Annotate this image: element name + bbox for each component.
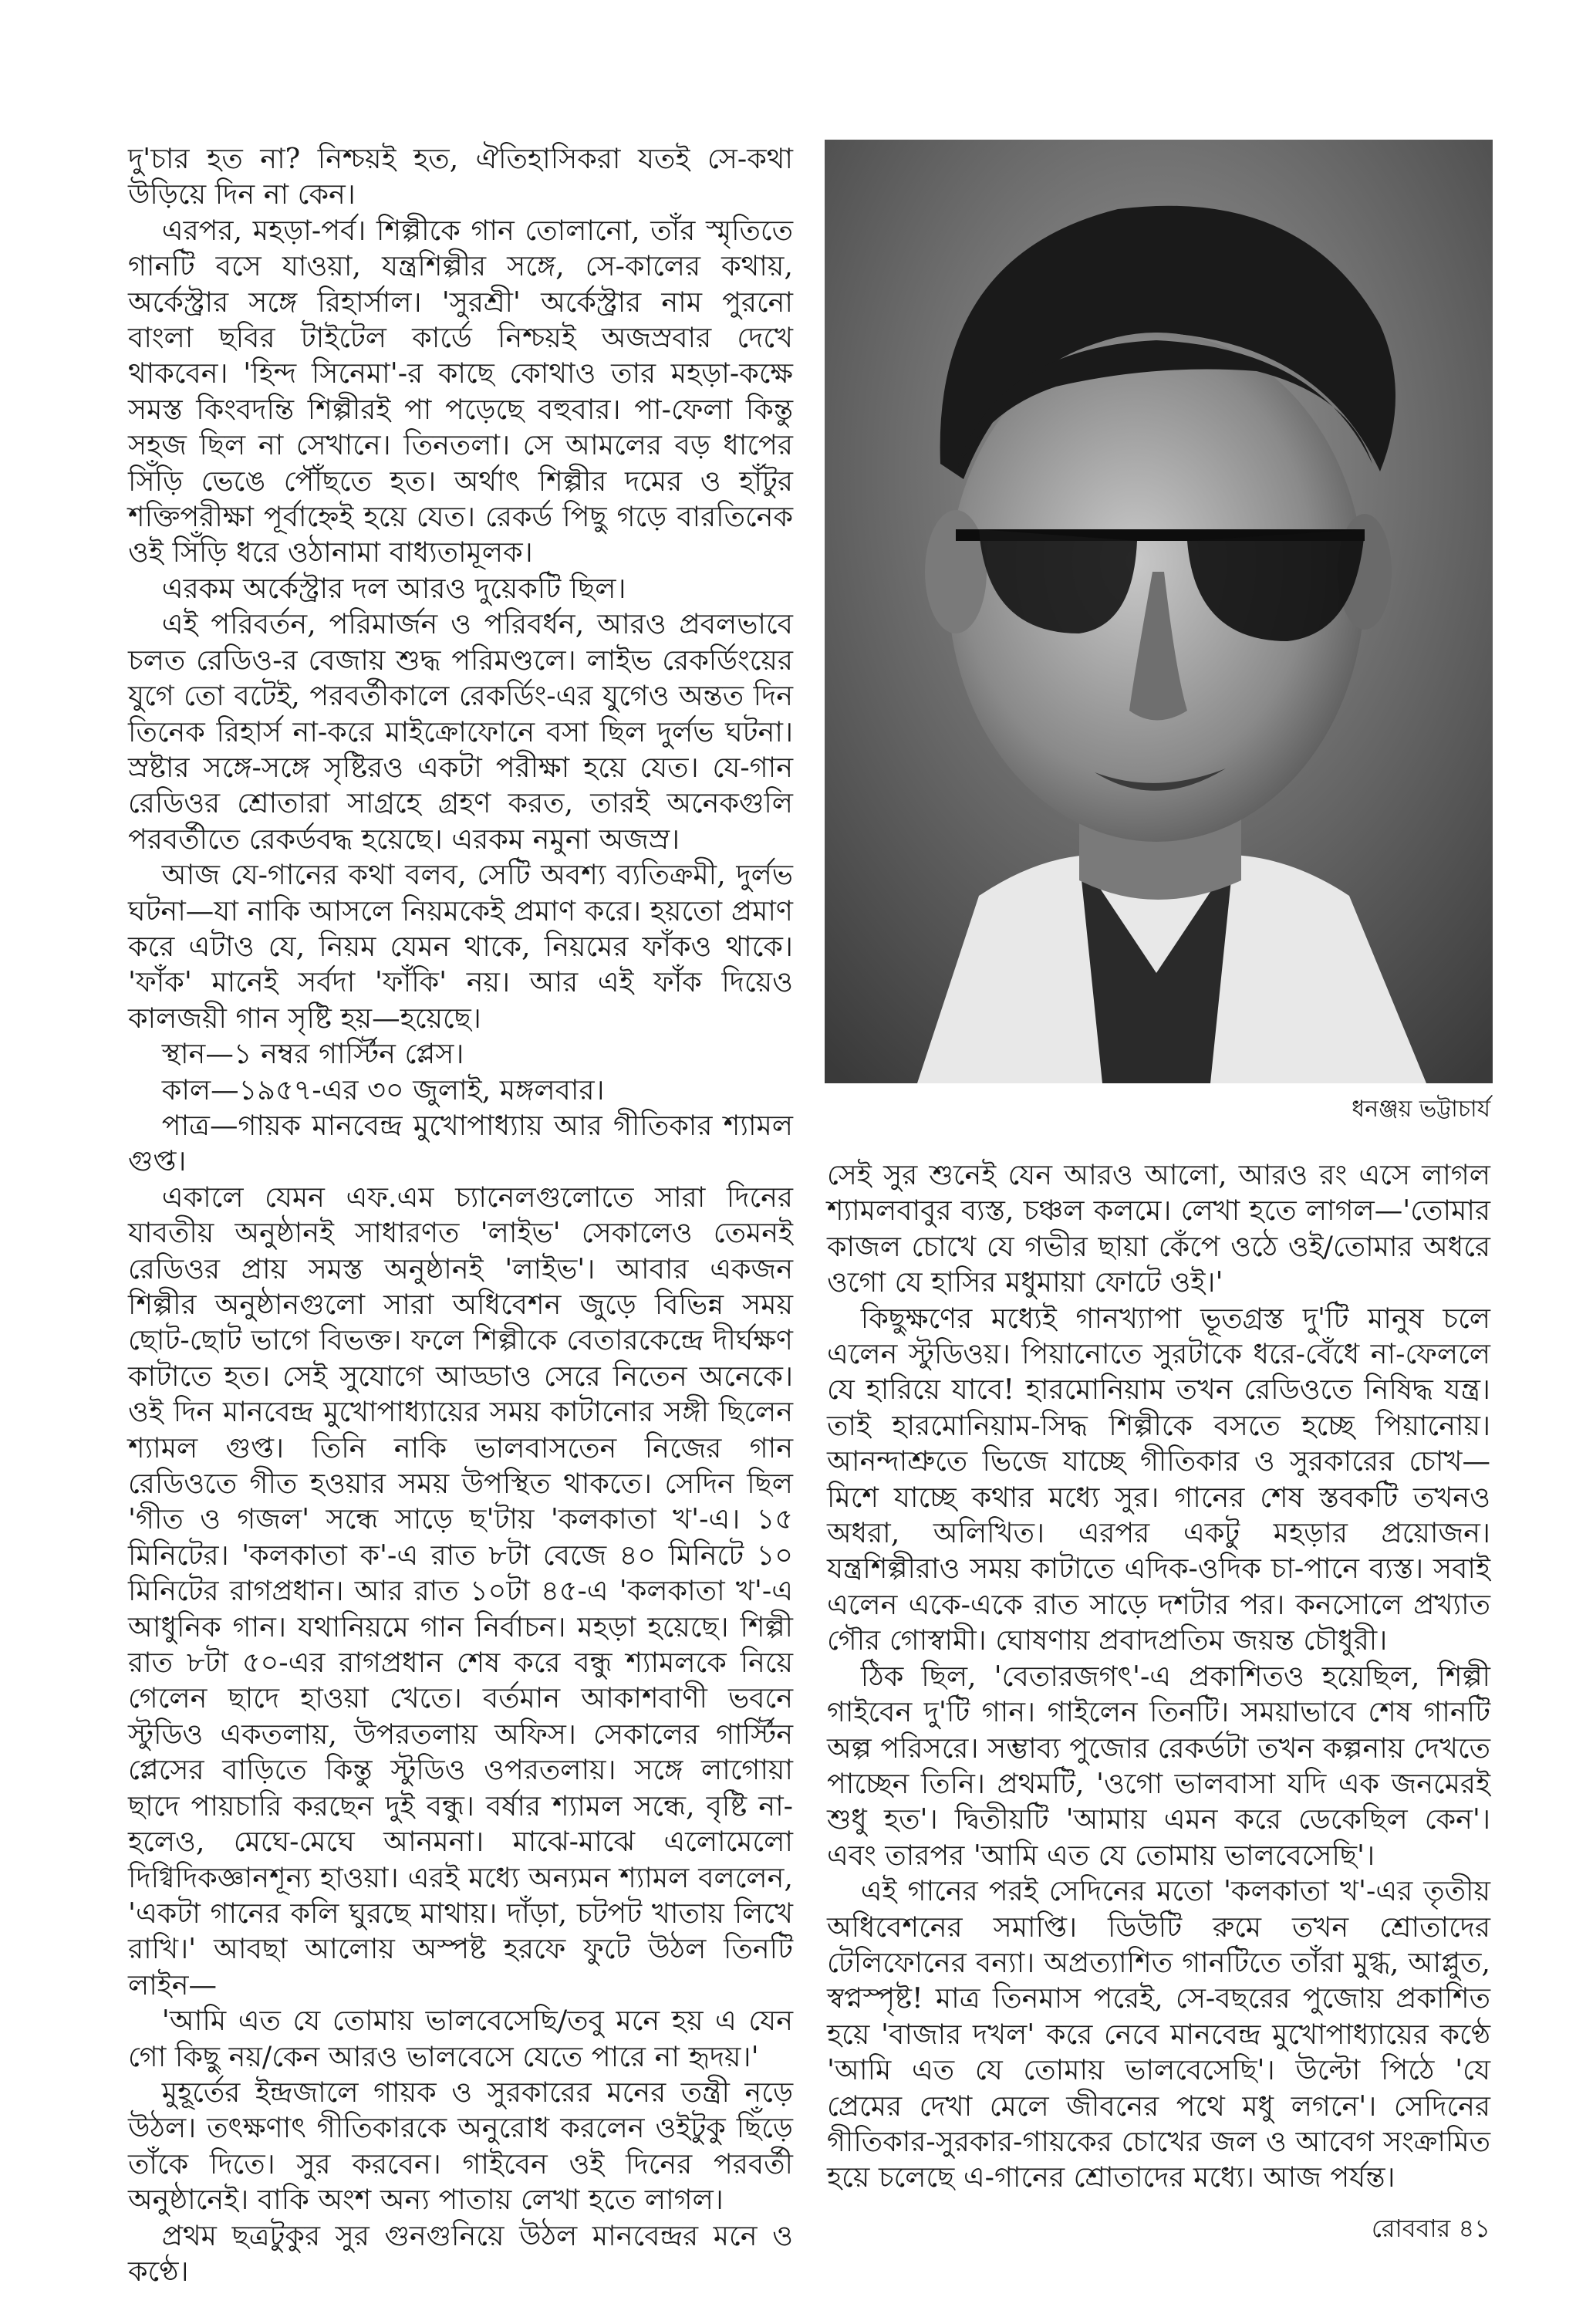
- paragraph: কিছুক্ষণের মধ্যেই গানখ্যাপা ভূতগ্রস্ত দু'টি মানুষ চলে এলেন স্টুডিওয়। পিয়ানোতে সুরটাকে ধরে-বেঁধে না-ফেললে যে হারিয়ে যাবে! হারমোনিয়াম তখন রেডিওতে নিষিদ্ধ যন্ত্র। তাই হারমোনিয়াম-সিদ্ধ শিল্পীকে বসতে হচ্ছে পিয়ানোয়। আনন্দাশ্রুতে ভিজে যাচ্ছে গীতিকার ও সুরকারের চোখ—মিশে যাচ্ছে কথার মধ্যে সুর। গানের শেষ স্তবকটি তখনও অধরা, অলিখিত। এরপর একটু মহড়ার প্রয়োজন। যন্ত্রশিল্পীরাও সময় কাটাতে এদিক-ওদিক চা-পানে ব্যস্ত। সবাই এলেন একে-একে রাত সাড়ে দশটার পর। কনসোলে প্রখ্যাত গৌর গোস্বামী। ঘোষণায় প্রবাদপ্রতিম জয়ন্ত চৌধুরী।: [827, 1301, 1490, 1657]
- paragraph: প্রথম ছত্রটুকুর সুর গুনগুনিয়ে উঠল মানবেন্দ্রর মনে ও কণ্ঠে।: [128, 2218, 793, 2288]
- portrait-photo: [825, 140, 1493, 1083]
- right-column: [827, 1157, 1490, 2196]
- paragraph: এরপর, মহড়া-পর্ব। শিল্পীকে গান তোলানো, তাঁর স্মৃতিতে গানটি বসে যাওয়া, যন্ত্রশিল্পীর সঙ্গে, সে-কালের কথায়, অর্কেস্ট্রার সঙ্গে রিহার্সাল। 'সুরশ্রী' অর্কেস্ট্রার নাম পুরনো বাংলা ছবির টাইটেল কার্ডে নিশ্চয়ই অজস্রবার দেখে থাকবেন। 'হিন্দ সিনেমা'-র কাছে কোথাও তার মহড়া-কক্ষে সমস্ত কিংবদন্তি শিল্পীরই পা পড়েছে বহুবার। পা-ফেলা কিন্তু সহজ ছিল না সেখানে। তিনতলা। সে আমলের বড় ধাপের সিঁড়ি ভেঙে পৌঁছতে হত। অর্থাৎ শিল্পীর দমের ও হাঁটুর শক্তিপরীক্ষা পূর্বাহ্নেই হয়ে যেত। রেকর্ড পিছু গড়ে বারতিনেক ওই সিঁড়ি ধরে ওঠানামা বাধ্যতামূলক।: [128, 213, 793, 569]
- paragraph: দু'চার হত না? নিশ্চয়ই হত, ঐতিহাসিকরা যতই সে-কথা উড়িয়ে দিন না কেন।: [128, 142, 793, 211]
- paragraph: 'আমি এত যে তোমায় ভালবেসেছি/তবু মনে হয় এ যেন গো কিছু নয়/কেন আরও ভালবেসে যেতে পারে না হৃদয়।': [128, 2004, 793, 2073]
- paragraph: সেই সুর শুনেই যেন আরও আলো, আরও রং এসে লাগল শ্যামলবাবুর ব্যস্ত, চঞ্চল কলমে। লেখা হতে লাগল—'তোমার কাজল চোখে যে গভীর ছায়া কেঁপে ওঠে ওই/তোমার অধরে ওগো যে হাসির মধুমায়া ফোটে ওই।': [827, 1158, 1490, 1299]
- paragraph: মুহূর্তের ইন্দ্রজালে গায়ক ও সুরকারের মনের তন্ত্রী নড়ে উঠল। তৎক্ষণাৎ গীতিকারকে অনুরোধ করলেন ওইটুকু ছিঁড়ে তাঁকে দিতে। সুর করবেন। গাইবেন ওই দিনের পরবর্তী অনুষ্ঠানেই। বাকি অংশ অন্য পাতায় লেখা হতে লাগল।: [128, 2075, 793, 2217]
- paragraph: কাল—১৯৫৭-এর ৩০ জুলাই, মঙ্গলবার।: [161, 1072, 605, 1106]
- magazine-name: রোববার: [1371, 2214, 1451, 2243]
- paragraph: ঠিক ছিল, 'বেতারজগৎ'-এ প্রকাশিতও হয়েছিল, শিল্পী গাইবেন দু'টি গান। গাইলেন তিনটি। সময়াভাবে শেষ গানটি অল্প পরিসরে। সম্ভাব্য পুজোর রেকর্ডটা তখন কল্পনায় দেখতে পাচ্ছেন তিনি। প্রথমটি, 'ওগো ভালবাসা যদি এক জনমেরই শুধু হত'। দ্বিতীয়টি 'আমায় এমন করে ডেকেছিল কেন'। এবং তারপর 'আমি এত যে তোমায় ভালবেসেছি'।: [827, 1659, 1490, 1872]
- paragraph: এই পরিবর্তন, পরিমার্জন ও পরিবর্ধন, আরও প্রবলভাবে চলত রেডিও-র বেজায় শুদ্ধ পরিমণ্ডলে। লাইভ রেকর্ডিংয়ের যুগে তো বটেই, পরবর্তীকালে রেকর্ডিং-এর যুগেও অন্তত দিন তিনেক রিহার্স না-করে মাইক্রোফোনে বসা ছিল দুর্লভ ঘটনা। স্রষ্টার সঙ্গে-সঙ্গে সৃষ্টিরও একটা পরীক্ষা হয়ে যেত। যে-গান রেডিওর শ্রোতারা সাগ্রহে গ্রহণ করত, তারই অনেকগুলি পরবর্তীতে রেকর্ডবদ্ধ হয়েছে। এরকম নমুনা অজস্র।: [128, 607, 793, 856]
- paragraph: পাত্র—গায়ক মানবেন্দ্র মুখোপাধ্যায় আর গীতিকার শ্যামল গুপ্ত।: [128, 1108, 793, 1178]
- paragraph: আজ যে-গানের কথা বলব, সেটি অবশ্য ব্যতিক্রমী, দুর্লভ ঘটনা—যা নাকি আসলে নিয়মকেই প্রমাণ করে। হয়তো প্রমাণ করে এটাও যে, নিয়ম যেমন থাকে, নিয়মের ফাঁকও থাকে। 'ফাঁক' মানেই সর্বদা 'ফাঁকি' নয়। আর এই ফাঁক দিয়েও কালজয়ী গান সৃষ্টি হয়—হয়েছে।: [128, 858, 793, 1035]
- page-footer: [1372, 2213, 1490, 2244]
- paragraph: এই গানের পরই সেদিনের মতো 'কলকাতা খ'-এর তৃতীয় অধিবেশনের সমাপ্তি। ডিউটি রুমে তখন শ্রোতাদের টেলিফোনের বন্যা। অপ্রত্যাশিত গানটিতে তাঁরা মুগ্ধ, আপ্লুত, স্বপ্নস্পৃষ্ট! মাত্র তিনমাস পরেই, সে-বছরের পুজোয় প্রকাশিত হয়ে 'বাজার দখল' করে নেবে মানবেন্দ্র মুখোপাধ্যায়ের কণ্ঠে 'আমি এত যে তোমায় ভালবেসেছি'। উল্টো পিঠে 'যে প্রেমের দেখা মেলে জীবনের পথে মধু লগনে'। সেদিনের গীতিকার-সুরকার-গায়কের চোখের জল ও আবেগ সংক্রামিত হয়ে চলেছে এ-গানের শ্রোতাদের মধ্যে। আজ পর্যন্ত।: [827, 1874, 1490, 2194]
- left-column: [128, 141, 793, 2289]
- page-number: ৪১: [1458, 2214, 1490, 2243]
- portrait-illustration: [825, 140, 1493, 1083]
- paragraph: এরকম অর্কেস্ট্রার দল আরও দুয়েকটি ছিল।: [161, 571, 626, 605]
- photo-caption: ধনঞ্জয় ভট্টাচার্য: [1352, 1096, 1490, 1123]
- paragraph: একালে যেমন এফ.এম চ্যানেলগুলোতে সারা দিনের যাবতীয় অনুষ্ঠানই সাধারণত 'লাইভ' সেকালেও তেমনই রেডিওর প্রায় সমস্ত অনুষ্ঠানই 'লাইভ'। আবার একজন শিল্পীর অনুষ্ঠানগুলো সারা অধিবেশন জুড়ে বিভিন্ন সময় ছোট-ছোট ভাগে বিভক্ত। ফলে শিল্পীকে বেতারকেন্দ্রে দীর্ঘক্ষণ কাটাতে হত। সেই সুযোগে আড্ডাও সেরে নিতেন অনেকে। ওই দিন মানবেন্দ্র মুখোপাধ্যায়ের সময় কাটানোর সঙ্গী ছিলেন শ্যামল গুপ্ত। তিনি নাকি ভালবাসতেন নিজের গান রেডিওতে গীত হওয়ার সময় উপস্থিত থাকতে। সেদিন ছিল 'গীত ও গজল' সন্ধে সাড়ে ছ'টায় 'কলকাতা খ'-এ। ১৫ মিনিটের। 'কলকাতা ক'-এ রাত ৮টা বেজে ৪০ মিনিটে ১০ মিনিটের রাগপ্রধান। আর রাত ১০টা ৪৫-এ 'কলকাতা খ'-এ আধুনিক গান। যথানিয়মে গান নির্বাচন। মহড়া হয়েছে। শিল্পী রাত ৮টা ৫০-এর রাগপ্রধান শেষ করে বন্ধু শ্যামলকে নিয়ে গেলেন ছাদে হাওয়া খেতে। বর্তমান আকাশবাণী ভবনে স্টুডিও একতলায়, উপরতলায় অফিস। সেকালের গার্স্টিন প্লেসের বাড়িতে কিন্তু স্টুডিও ওপরতলায়। সঙ্গে লাগোয়া ছাদে পায়চারি করছেন দুই বন্ধু। বর্ষার শ্যামল সন্ধে, বৃষ্টি না-হলেও, মেঘে-মেঘে আনমনা। মাঝে-মাঝে এলোমেলো দিগ্বিদিকজ্ঞানশূন্য হাওয়া। এরই মধ্যে অন্যমন শ্যামল বললেন, 'একটা গানের কলি ঘুরছে মাথায়। দাঁড়া, চটপট খাতায় লিখে রাখি।' আবছা আলোয় অস্পষ্ট হরফে ফুটে উঠল তিনটি লাইন—: [128, 1180, 793, 2001]
- paragraph: স্থান—১ নম্বর গার্স্টিন প্লেস।: [161, 1037, 464, 1071]
